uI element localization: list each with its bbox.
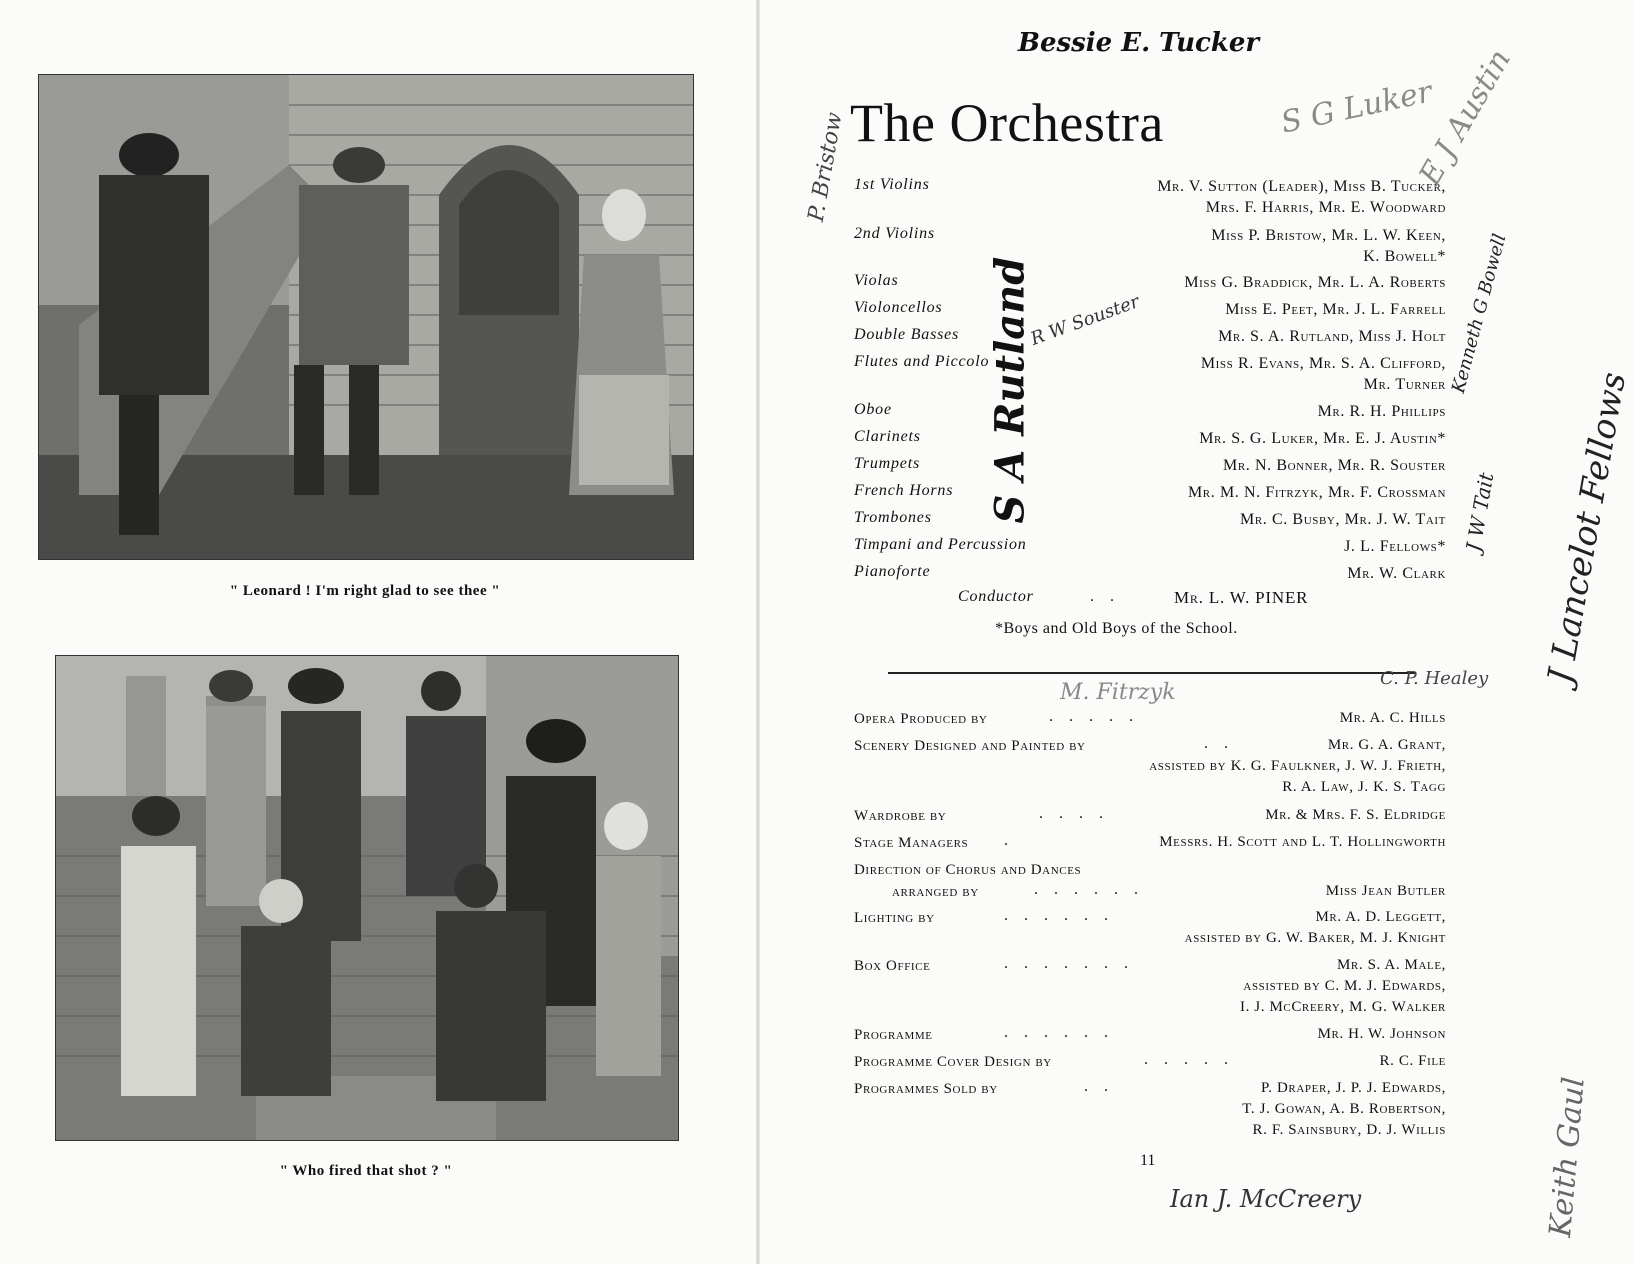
credit-row-chorus <box>854 859 1446 903</box>
credit-people: Mr. G. A. Grant, assisted by K. G. Faulkner, J. W. J. Frieth, R. A. Law, J. K. S. Tagg <box>1149 737 1446 795</box>
credit-dots: . . . . <box>1039 805 1109 822</box>
instrument-players: Mr. N. Bonner, Mr. R. Souster <box>1223 457 1446 474</box>
photo-top-caption: " Leonard ! I'm right glad to see thee " <box>229 583 501 599</box>
credit-dots: . . . . . . <box>1034 881 1144 898</box>
instrument-players: Mr. W. Clark <box>1347 565 1446 582</box>
credit-people: R. C. File <box>1379 1053 1446 1069</box>
conductor-dots: . . <box>1090 588 1120 605</box>
instrument-players: Miss R. Evans, Mr. S. A. Clifford, Mr. Turner <box>1200 355 1446 393</box>
page-number: 11 <box>1140 1152 1156 1169</box>
instrument-label: Trombones <box>854 509 932 526</box>
instrument-label: Violoncellos <box>854 299 943 316</box>
orchestra-row-timpani <box>854 536 1446 558</box>
credit-row-programmes-sold <box>854 1078 1446 1144</box>
instrument-players: J. L. Fellows* <box>1344 538 1446 555</box>
credit-dots: . . <box>1204 735 1234 752</box>
orchestra-row-flutes <box>854 353 1446 397</box>
instrument-label: Oboe <box>854 401 892 418</box>
credit-dots: . . <box>1084 1078 1114 1095</box>
instrument-players: Miss P. Bristow, Mr. L. W. Keen, K. Bowell* <box>1211 227 1446 265</box>
credit-role: Wardrobe by <box>854 808 947 824</box>
orchestra-row-oboe <box>854 401 1446 423</box>
instrument-players: Miss E. Peet, Mr. J. L. Farrell <box>1225 301 1446 318</box>
credit-people: Miss Jean Butler <box>1325 883 1446 899</box>
credit-role: Programme Cover Design by <box>854 1054 1052 1070</box>
instrument-label: French Horns <box>854 482 954 499</box>
orchestra-row-trumpets <box>854 455 1446 477</box>
credit-people: Mr. & Mrs. F. S. Eldridge <box>1265 807 1446 823</box>
credit-people: P. Draper, J. P. J. Edwards, T. J. Gowan, A. B. Robertson, R. F. Sainsbury, D. J. Willis <box>1242 1080 1446 1138</box>
credit-row-stage-managers <box>854 832 1446 854</box>
credit-dots: . . . . . . . <box>1004 955 1134 972</box>
signature-j-w-tait: J W Tait <box>1461 470 1499 554</box>
signature-bessie-tucker: Bessie E. Tucker <box>1018 28 1260 58</box>
orchestra-row-double-basses <box>854 326 1446 348</box>
credit-role: Stage Managers <box>854 835 969 851</box>
instrument-label: Flutes and Piccolo <box>854 353 990 370</box>
credit-dots: . . . . . <box>1144 1051 1234 1068</box>
instrument-label: 1st Violins <box>854 176 930 193</box>
credit-people: Messrs. H. Scott and L. T. Hollingworth <box>1159 834 1446 850</box>
instrument-label: Trumpets <box>854 455 920 472</box>
instrument-label: Double Basses <box>854 326 960 343</box>
signature-c-p-healey: C. P. Healey <box>1380 668 1489 689</box>
right-page <box>760 0 1634 1264</box>
orchestra-row-violoncellos <box>854 299 1446 321</box>
orchestra-row-trombones <box>854 509 1446 531</box>
credit-row-scenery <box>854 735 1446 801</box>
signature-s-g-luker: S G Luker <box>1278 74 1436 141</box>
signature-kenneth-bowell: Kenneth G Bowell <box>1447 231 1511 396</box>
credit-role: Programme <box>854 1027 933 1043</box>
credit-role: Scenery Designed and Painted by <box>854 738 1086 754</box>
instrument-players: Mr. M. N. Fitrzyk, Mr. F. Crossman <box>1187 484 1446 501</box>
page-title: The Orchestra <box>850 93 1164 153</box>
instrument-label: Clarinets <box>854 428 921 445</box>
credit-role: Lighting by <box>854 910 935 926</box>
credit-role: Opera Produced by <box>854 711 988 727</box>
credit-row-lighting <box>854 907 1446 951</box>
credit-row-cover-design <box>854 1051 1446 1073</box>
left-page <box>0 0 760 1264</box>
photo-shot-scene <box>55 655 679 1141</box>
instrument-players: Mr. S. A. Rutland, Miss J. Holt <box>1218 328 1446 345</box>
orchestra-row-clarinets <box>854 428 1446 450</box>
orchestra-row-pianoforte <box>854 563 1446 585</box>
credit-row-box-office <box>854 955 1446 1021</box>
instrument-players: Mr. R. H. Phillips <box>1317 403 1446 420</box>
instrument-players: Mr. V. Sutton (Leader), Miss B. Tucker, Mrs. F. Harris, Mr. E. Woodward <box>1157 178 1446 216</box>
instrument-label: Violas <box>854 272 899 289</box>
signature-e-j-austin: E J Austin <box>1412 43 1518 192</box>
credit-dots: . . . . . . <box>1004 1024 1114 1041</box>
credit-people: Mr. A. D. Leggett, assisted by G. W. Baker, M. J. Knight <box>1184 909 1446 946</box>
credit-row-wardrobe <box>854 805 1446 827</box>
signature-ian-mccreery: Ian J. McCreery <box>1170 1185 1362 1213</box>
credit-people: Mr. S. A. Male, assisted by C. M. J. Edwards, I. J. McCreery, M. G. Walker <box>1240 957 1446 1015</box>
credit-role: Direction of Chorus and Dances arranged by <box>854 862 1082 900</box>
credit-row-opera-produced <box>854 708 1446 730</box>
instrument-players: Mr. C. Busby, Mr. J. W. Tait <box>1240 511 1446 528</box>
orchestra-row-violas <box>854 272 1446 294</box>
photo-leonard-scene <box>38 74 694 560</box>
conductor-name: Mr. L. W. PINER <box>1174 588 1309 607</box>
credit-row-programme <box>854 1024 1446 1046</box>
section-divider <box>888 672 1416 674</box>
instrument-players: Mr. S. G. Luker, Mr. E. J. Austin* <box>1199 430 1446 447</box>
signature-keith-gaul: Keith Gaul <box>1542 1075 1592 1239</box>
credit-dots: . <box>1004 832 1014 849</box>
signature-m-fitrzyk: M. Fitrzyk <box>1060 680 1176 705</box>
signature-s-a-rutland: S A Rutland <box>986 256 1034 524</box>
signature-p-bristow: P. Bristow <box>803 110 848 224</box>
orchestra-row-1st-violins <box>854 176 1446 220</box>
credit-role: Programmes Sold by <box>854 1081 998 1097</box>
orchestra-row-french-horns <box>854 482 1446 504</box>
credit-dots: . . . . . <box>1049 708 1139 725</box>
orchestra-row-2nd-violins <box>854 225 1446 269</box>
credit-dots: . . . . . . <box>1004 907 1114 924</box>
credit-people: Mr. H. W. Johnson <box>1317 1026 1446 1042</box>
instrument-label: Pianoforte <box>854 563 931 580</box>
credit-role: Box Office <box>854 958 931 974</box>
photo-bottom-caption: " Who fired that shot ? " <box>279 1163 453 1179</box>
instrument-label: Timpani and Percussion <box>854 536 1027 553</box>
footnote-boys: *Boys and Old Boys of the School. <box>995 620 1238 637</box>
instrument-label: 2nd Violins <box>854 225 935 242</box>
instrument-players: Miss G. Braddick, Mr. L. A. Roberts <box>1184 274 1446 291</box>
conductor-label: Conductor <box>958 588 1034 605</box>
credit-people: Mr. A. C. Hills <box>1339 710 1446 726</box>
signature-j-l-fellows: J Lancelot Fellows <box>1540 369 1634 687</box>
signature-r-w-souster: R W Souster <box>1027 291 1143 350</box>
